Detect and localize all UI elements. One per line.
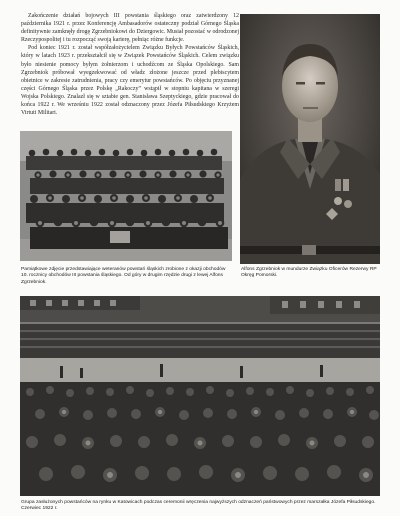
group-image — [20, 131, 232, 261]
article-paragraph: Zakończenie działań bojowych III powstania śląskiego oraz zatwierdzony 12 października 1921 r. przez Konferencję Ambasadorów ostateczny podział Górnego Śląska definitywnie zamknęły drogę Zgrzebniokowi do Dziergowic. Musiał pozostać w odrodzonej Rzeczypospolitej i tu rozpocząć swoją karierę, pełniąc różne funkcje. — [21, 13, 239, 44]
group-photo-caption: Pamiątkowe zdjęcie przedstawiające weteranów powstań śląskich zrobione z okazji obchodów 10. rocznicy obchodów III powstania śląskiego. Od góry w drugim rzędzie drugi z lewej Alfons Zgrzebniok. — [21, 267, 226, 285]
portrait-image — [240, 14, 380, 264]
group-photo — [20, 131, 232, 261]
article-paragraph: Pod koniec 1921 r. został współzałożycielem Związku Byłych Powstańców Śląskich, który w latach 1923 r. przekształcił się w Związek Powstańców Śląskich. Celem związku było niesienie pomocy byłym żołnierzom i uchodźcom ze Śląska Opolskiego. Sam Zgrzebniok próbował wyegzekwować od władz złożone jeszcze przed plebiscytem obietnice w zakresie zatrudnienia, pracy czy emerytur powstańców. Po objęciu przyznanej części Górnego Śląska przez Polskę „Rakoczy” wstąpił w stopniu kapitana w szeregi Wojska Polskiego. Znalazł się w sztabie gen. Stanisława Szeptyckiego, gdzie pracował do końca 1922 r. We wrześniu 1922 został odznaczony przez Józefa Piłsudskiego Krzyżem Virtuti Militari. — [21, 45, 239, 117]
article-body — [21, 12, 239, 117]
market-square-photo-caption: Grupa zasłużonych powstańców na rynku w Katowicach podczas ceremonii wręczenia najwyższych odznaczeń państwowych przez marszałka Józefa Piłsudskiego. Czerwiec 1922 r. — [21, 500, 376, 512]
portrait-photo-caption: Alfons Zgrzebniok w mundurze Związku Oficerów Rezerwy RP Okręg Pomorski. — [241, 267, 377, 279]
market-square-image — [20, 296, 380, 496]
market-square-photo — [20, 296, 380, 496]
portrait-photo — [240, 14, 380, 264]
